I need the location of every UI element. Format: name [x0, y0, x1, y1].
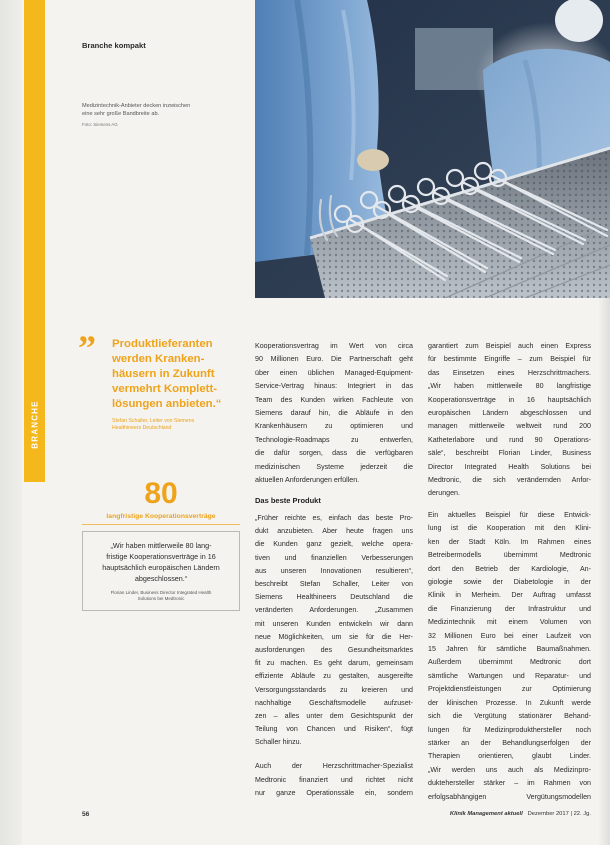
article-line: derungen.: [428, 489, 460, 498]
pull-quote-line: Produktlieferanten: [112, 338, 213, 350]
fact-quote-line: hauptsächlich europäischen Ländern: [102, 563, 220, 572]
article-line: effiziente Abläufe zu gestalten, ausgereifte: [255, 672, 413, 681]
article-line: Teilung von Chancen und Risiken“, fügt: [255, 725, 413, 734]
footer-publication-info: [400, 811, 591, 817]
article-line: Medtronic, die sich verändernden Anfor-: [428, 476, 591, 485]
fact-quote-line: abgeschlossen.“: [134, 574, 188, 583]
scan-margin-left: [0, 0, 22, 845]
pull-quote-line: lösungen anbieten.“: [112, 398, 222, 410]
article-line: der klinischen Prozesse. In Zukunft werde: [428, 698, 591, 707]
article-line: die Finanzierung der Infrastruktur und: [428, 604, 591, 613]
article-line: duktehersteller stärker – im Rahmen von: [428, 779, 591, 788]
scan-shadow-right: [598, 298, 610, 845]
fact-quote-source: [83, 590, 239, 602]
article-line: Technologie-Roadmaps zu entwerfen,: [255, 435, 413, 444]
article-line: Schaller hinzu.: [255, 738, 302, 747]
pull-quote-attribution: [112, 418, 240, 432]
article-line: die Kunden ganz gezielt, welche opera-: [255, 540, 413, 549]
article-line: stärker an der Behandlungserfolgen der: [428, 738, 591, 747]
article-line: 15 Jahren für sämtliche Baumaßnahmen.: [428, 645, 591, 654]
article-line: europäischen Ländern abgeschlossen und: [428, 409, 591, 418]
article-line: sich die Vergütung stationärer Behand-: [428, 712, 591, 721]
fact-number: 80: [144, 477, 178, 510]
fact-divider: [82, 524, 240, 525]
photo-credit: Foto: Siemens AG: [82, 122, 118, 127]
article-line: säle“, beschreibt Florian Linder, Business: [428, 449, 591, 458]
article-line: lung ist die Kooperation mit den Klini-: [428, 524, 591, 533]
article-line: nur ganze Operationssäle ein, sondern: [255, 789, 413, 798]
article-line: neue Möglichkeiten, um sie für die Her-: [255, 632, 413, 641]
article-line: Siemens Healthineers Deutschland die: [255, 593, 413, 602]
pull-quote-line: vermehrt Komplett-: [112, 383, 218, 395]
article-paragraph: [255, 512, 413, 750]
article-line: aktuellen Anforderungen erfüllen.: [255, 476, 360, 485]
article-line: garantiert zum Beispiel auch einen Express: [428, 342, 591, 350]
article-line: Service-Vertrag hinaus: Integriert in das: [255, 382, 413, 391]
article-line: für bestimmte Eingriffe – zum Beispiel für: [428, 355, 591, 364]
article-line: Medtronic finanziert und richtet nicht: [255, 775, 413, 784]
attribution-line: Healthineers Deutschland: [112, 425, 172, 431]
article-subheading: Das beste Produkt: [255, 496, 321, 505]
article-line: Team des Kunden wirken Fachleute von: [255, 395, 413, 404]
fact-quote: [83, 540, 239, 584]
article-line: aus unseren Innovationen resultieren“,: [255, 566, 413, 575]
article-line: managen mittlerweile weltweit rund 200: [428, 422, 591, 431]
article-paragraph: [428, 340, 591, 501]
article-line: ken der Stadt Köln. Im Rahmen eines: [428, 537, 591, 546]
article-line: „Früher reichte es, einfach das beste Pro-: [255, 514, 413, 522]
article-line: Siemens darauf hin, die Abläufe in den: [255, 409, 413, 418]
article-line: Klinik in Merheim. Der Auftrag umfasst: [428, 591, 591, 600]
section-tab-label: BRANCHE: [30, 400, 39, 449]
fact-source-line: Solutions bei Medtronic: [137, 596, 185, 601]
article-line: beschreibt Stefan Schaller, Leiter von: [255, 580, 413, 589]
article-line: Auch der Herzschrittmacher-Spezialist: [255, 762, 413, 770]
article-line: mit unseren Kunden entwickeln wir dann: [255, 619, 413, 628]
article-line: Krankenhäusern zu optimieren und: [255, 422, 413, 431]
article-line: „Wir haben mittlerweile 80 langfristige: [428, 382, 591, 391]
fact-quote-box: [82, 531, 240, 611]
article-line: erfolgsabhängigen Vergütungsmodellen: [428, 792, 591, 801]
article-line: über einen üblichen Managed-Equipment-: [255, 368, 413, 377]
issue-info: Dezember 2017 | 22. Jg.: [527, 811, 591, 817]
article-line: 32 Millionen Euro bei einer Laufzeit von: [428, 631, 591, 640]
article-line: Projektdienstleistungen zur Optimierung: [428, 685, 591, 694]
page-number: 56: [82, 811, 90, 818]
article-line: die dafür sorgen, dass die verfügbaren: [255, 449, 413, 458]
article-line: Kooperationsvertrag im Wert von circa: [255, 342, 413, 350]
article-line: Katheterlabore und rund 90 Operations-: [428, 435, 591, 444]
article-line: lungen für Medizinprodukthersteller noch: [428, 725, 591, 734]
article-line: Kooperationsverträge in 16 hauptsächlich: [428, 395, 591, 404]
article-line: dort den Betrieb der Kardiologie, An-: [428, 564, 591, 573]
fact-quote-line: „Wir haben mittlerweile 80 lang-: [110, 541, 212, 550]
article-line: Therapien orientieren, glaubt Linder.: [428, 752, 591, 761]
article-line: medizinischen Systeme jederzeit die: [255, 462, 413, 471]
surgery-photo: [255, 0, 610, 298]
article-line: „Wir werden uns auch als Medizinpro-: [428, 765, 591, 774]
article-line: giologie sowie der Diabetologie in der: [428, 578, 591, 587]
article-line: fit zu machen. Es geht darum, gemeinsam: [255, 659, 413, 668]
pull-quote-line: häusern in Zukunft: [112, 368, 215, 380]
article-line: zen – alles unter dem Gesichtspunkt der: [255, 712, 413, 721]
pull-quote: [112, 337, 244, 412]
surgical-cap: [555, 0, 603, 42]
article-line: Director Integrated Health Solutions bei: [428, 462, 591, 471]
caption-line: eine sehr große Bandbreite ab.: [82, 111, 160, 117]
caption-line: Medizintechnik-Anbieter decken inzwischen: [82, 103, 191, 109]
article-line: tiven und finanziellen Verbesserungen: [255, 553, 413, 562]
article-line: Betreibermodells übernimmt Medtronic: [428, 551, 591, 560]
article-line: veränderten Anforderungen. „Zusammen: [255, 606, 413, 615]
article-paragraph: [255, 760, 413, 801]
article-line: dukt anzubieten. Aber heute fragen uns: [255, 527, 413, 536]
fact-label: langfristige Kooperationsverträge: [106, 513, 216, 520]
footer-separator: [524, 811, 526, 817]
article-paragraph: [428, 509, 591, 804]
fact-quote-line: fristige Kooperationsverträge in 16: [106, 552, 216, 561]
article-line: Medizintechnik mit einem Volumen von: [428, 618, 591, 627]
quote-mark-icon: ”: [78, 328, 96, 368]
article-line: Außerdem übernimmt Medtronic dort: [428, 658, 591, 667]
article-line: Versorgungsstandards zu kreieren und: [255, 685, 413, 694]
article-line: Ein aktuelles Beispiel für diese Entwick-: [428, 511, 591, 519]
publication-name: Klinik Management aktuell: [449, 811, 523, 817]
article-line: das Einsetzen eines Herzschrittmachers.: [428, 368, 591, 377]
article-line: 90 Millionen Euro. Die Partnerschaft geht: [255, 355, 413, 364]
photo-caption: [82, 102, 247, 118]
attribution-line: Stefan Schaller, Leiter von Siemens: [112, 418, 195, 424]
article-paragraph: [255, 340, 413, 487]
article-line: nachhaltige Geschäftsmodelle aufzuset-: [255, 698, 413, 707]
section-kicker: Branche kompakt: [82, 41, 146, 50]
article-line: sämtliche Wartungen und Reparatur- und: [428, 671, 591, 680]
fact-source-line: Florian Linder, Business Director Integrated Health: [110, 590, 212, 595]
pull-quote-line: werden Kranken-: [112, 353, 205, 365]
section-tab: [24, 0, 45, 482]
article-line: ausforderungen des Gesundheitsmarktes: [255, 646, 413, 655]
